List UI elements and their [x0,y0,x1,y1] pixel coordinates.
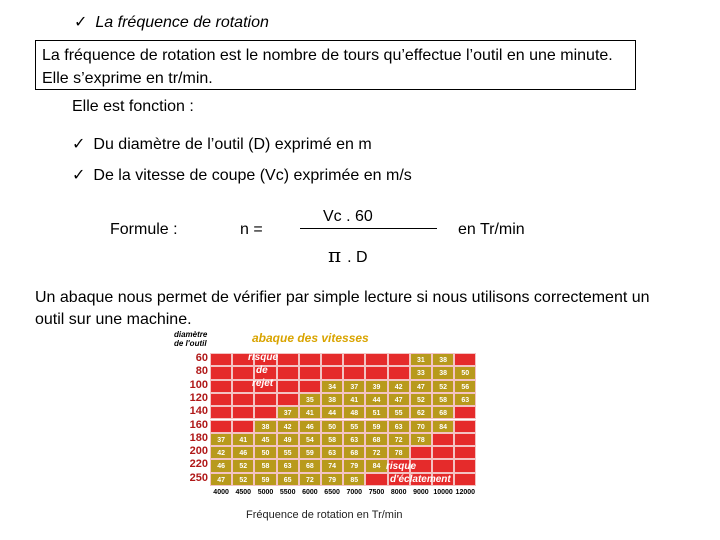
abaque-cell [454,353,476,366]
zone-rejet-label: de [256,365,268,376]
abaque-cell: 38 [254,420,276,433]
abaque-cell: 46 [232,446,254,459]
abaque-cell: 31 [410,353,432,366]
bullet-diametre [72,134,372,154]
abaque-cell [388,353,410,366]
abaque-cell: 42 [277,420,299,433]
row-label-diameter: 180 [189,431,208,444]
abaque-cell [254,393,276,406]
abaque-cell: 55 [277,446,299,459]
abaque-cell: 78 [410,433,432,446]
abaque-cell: 39 [365,380,387,393]
abaque-cell [210,406,232,419]
section-title [74,12,269,32]
row-label-diameter: 250 [189,471,208,484]
column-label-speed: 6000 [302,489,318,496]
abaque-cell: 58 [321,433,343,446]
definition-text: La fréquence de rotation est le nombre de tours qu’effectue l’outil en une minute. Elle s’exprime en tr/min. [42,47,613,87]
pi-symbol: π [328,243,342,267]
abaque-cell: 68 [299,459,321,472]
abaque-cell: 37 [277,406,299,419]
zone-rejet-label: rejet [252,378,274,389]
abaque-cell [454,433,476,446]
abaque-cell: 44 [321,406,343,419]
abaque-cell: 47 [410,380,432,393]
column-label-speed: 9000 [413,489,429,496]
abaque-cell [343,353,365,366]
abaque-cell: 33 [410,366,432,379]
abaque-cell: 84 [365,459,387,472]
abaque-cell: 50 [321,420,343,433]
column-label-speed: 6500 [324,489,340,496]
denominator-rest: . D [347,249,368,266]
abaque-cell: 72 [365,446,387,459]
abaque-cell: 41 [299,406,321,419]
bullet-text: Du diamètre de l’outil (D) exprimé en m [93,136,372,153]
abaque-cell [210,393,232,406]
abaque-cell: 59 [299,446,321,459]
checkmark-icon: ✓ [72,165,86,184]
abaque-cell: 63 [343,433,365,446]
abaque-cell [254,406,276,419]
abaque-cell [432,433,454,446]
zone-eclatement-label: d'éclatement [390,474,451,485]
checkmark-icon: ✓ [74,12,88,31]
abaque-cell [454,473,476,486]
fraction-bar [300,228,437,229]
abaque-cell [210,420,232,433]
abaque-cell: 38 [321,393,343,406]
abaque-cell [410,446,432,459]
abaque-cell: 49 [277,433,299,446]
abaque-cell: 42 [210,446,232,459]
abaque-cell: 78 [388,446,410,459]
abaque-cell: 62 [410,406,432,419]
abaque-cell: 55 [388,406,410,419]
abaque-cell [277,366,299,379]
fonction-intro: Elle est fonction : [72,98,194,115]
abaque-cell [299,353,321,366]
abaque-cell: 56 [454,380,476,393]
abaque-cell [277,353,299,366]
bullet-text: De la vitesse de coupe (Vc) exprimée en m/s [93,167,412,184]
abaque-cell: 50 [454,366,476,379]
abaque-cell: 51 [365,406,387,419]
row-label-diameter: 160 [189,418,208,431]
abaque-title: abaque des vitesses [252,331,369,345]
row-label-diameter: 220 [189,458,208,471]
abaque-cell: 45 [254,433,276,446]
formula-unit: en Tr/min [458,221,525,238]
zone-eclatement-label: risque [386,461,417,472]
row-label-diameter: 100 [189,378,208,391]
abaque-cell [210,366,232,379]
row-label-diameter: 120 [189,391,208,404]
abaque-cell: 63 [321,446,343,459]
abaque-cell: 38 [432,353,454,366]
abaque-cell: 41 [232,433,254,446]
abaque-cell: 65 [277,473,299,486]
row-label-diameter: 200 [189,445,208,458]
abaque-paragraph: Un abaque nous permet de vérifier par simple lecture si nous utilisons correctement un outil sur une machine. [35,289,650,328]
abaque-cell: 58 [432,393,454,406]
abaque-cell: 48 [343,406,365,419]
abaque-cell [232,406,254,419]
abaque-cell: 46 [210,459,232,472]
formula-denominator [328,243,368,267]
abaque-cell: 52 [432,380,454,393]
abaque-cell [299,366,321,379]
abaque-cell: 68 [432,406,454,419]
checkmark-icon: ✓ [72,134,86,153]
abaque-cell: 37 [343,380,365,393]
row-label-diameter: 80 [195,365,208,378]
abaque-cell: 79 [321,473,343,486]
abaque-cell: 42 [388,380,410,393]
abaque-cell: 68 [343,446,365,459]
abaque-cell [343,366,365,379]
abaque-cell: 63 [454,393,476,406]
definition-box [35,40,636,90]
abaque-cell: 38 [432,366,454,379]
formula-numerator: Vc . 60 [323,208,373,225]
abaque-cell [277,380,299,393]
abaque-cell: 59 [254,473,276,486]
abaque-cell [454,406,476,419]
bullet-vitesse [72,165,412,185]
abaque-cell: 34 [321,380,343,393]
abaque-cell: 79 [343,459,365,472]
zone-rejet-label: risque [248,352,279,363]
abaque-cell [210,380,232,393]
abaque-cell [232,393,254,406]
column-label-speed: 12000 [455,489,476,496]
column-label-speed: 5000 [257,489,274,496]
section-title-text: La fréquence de rotation [95,14,269,31]
abaque-cell [365,353,387,366]
abaque-caption: Fréquence de rotation en Tr/min [246,509,403,521]
axis-label-line1: diamètre [174,330,208,339]
formula-lhs: n = [240,221,263,238]
abaque-cell: 59 [365,420,387,433]
abaque-cell: 72 [388,433,410,446]
column-label-speed: 7500 [368,489,385,496]
abaque-cell: 84 [432,420,454,433]
row-label-diameter: 60 [195,352,208,364]
abaque-cell: 41 [343,393,365,406]
abaque-cell: 52 [410,393,432,406]
abaque-cell: 70 [410,420,432,433]
abaque-cell: 63 [277,459,299,472]
abaque-cell: 35 [299,393,321,406]
abaque-cell: 63 [388,420,410,433]
abaque-cell [432,459,454,472]
abaque-cell [454,459,476,472]
abaque-cell: 47 [388,393,410,406]
abaque-cell [299,380,321,393]
abaque-cell: 50 [254,446,276,459]
abaque-cell: 52 [232,459,254,472]
abaque-cell: 37 [210,433,232,446]
abaque-cell: 74 [321,459,343,472]
abaque-cell [321,366,343,379]
abaque-cell: 44 [365,393,387,406]
axis-label-line2: de l'outil [174,339,207,348]
column-label-speed: 5500 [279,489,296,496]
column-label-speed: 8000 [390,489,407,496]
abaque-cell [321,353,343,366]
abaque-cell: 47 [210,473,232,486]
formula-label: Formule : [110,221,178,238]
column-label-speed: 7000 [346,489,363,496]
abaque-cell: 54 [299,433,321,446]
abaque-cell: 85 [343,473,365,486]
abaque-cell [432,446,454,459]
abaque-cell [232,420,254,433]
abaque-cell: 58 [254,459,276,472]
abaque-cell: 72 [299,473,321,486]
column-label-speed: 10000 [433,489,453,496]
abaque-chart [172,330,477,522]
abaque-cell: 46 [299,420,321,433]
abaque-cell: 52 [232,473,254,486]
abaque-cell [365,366,387,379]
abaque-cell [365,473,387,486]
abaque-cell [454,420,476,433]
abaque-cell: 68 [365,433,387,446]
column-label-speed: 4000 [213,489,229,496]
abaque-cell: 55 [343,420,365,433]
abaque-cell [277,393,299,406]
column-label-speed: 4500 [235,489,252,496]
abaque-cell [454,446,476,459]
abaque-cell [388,366,410,379]
row-label-diameter: 140 [189,405,208,418]
abaque-cell [210,353,232,366]
